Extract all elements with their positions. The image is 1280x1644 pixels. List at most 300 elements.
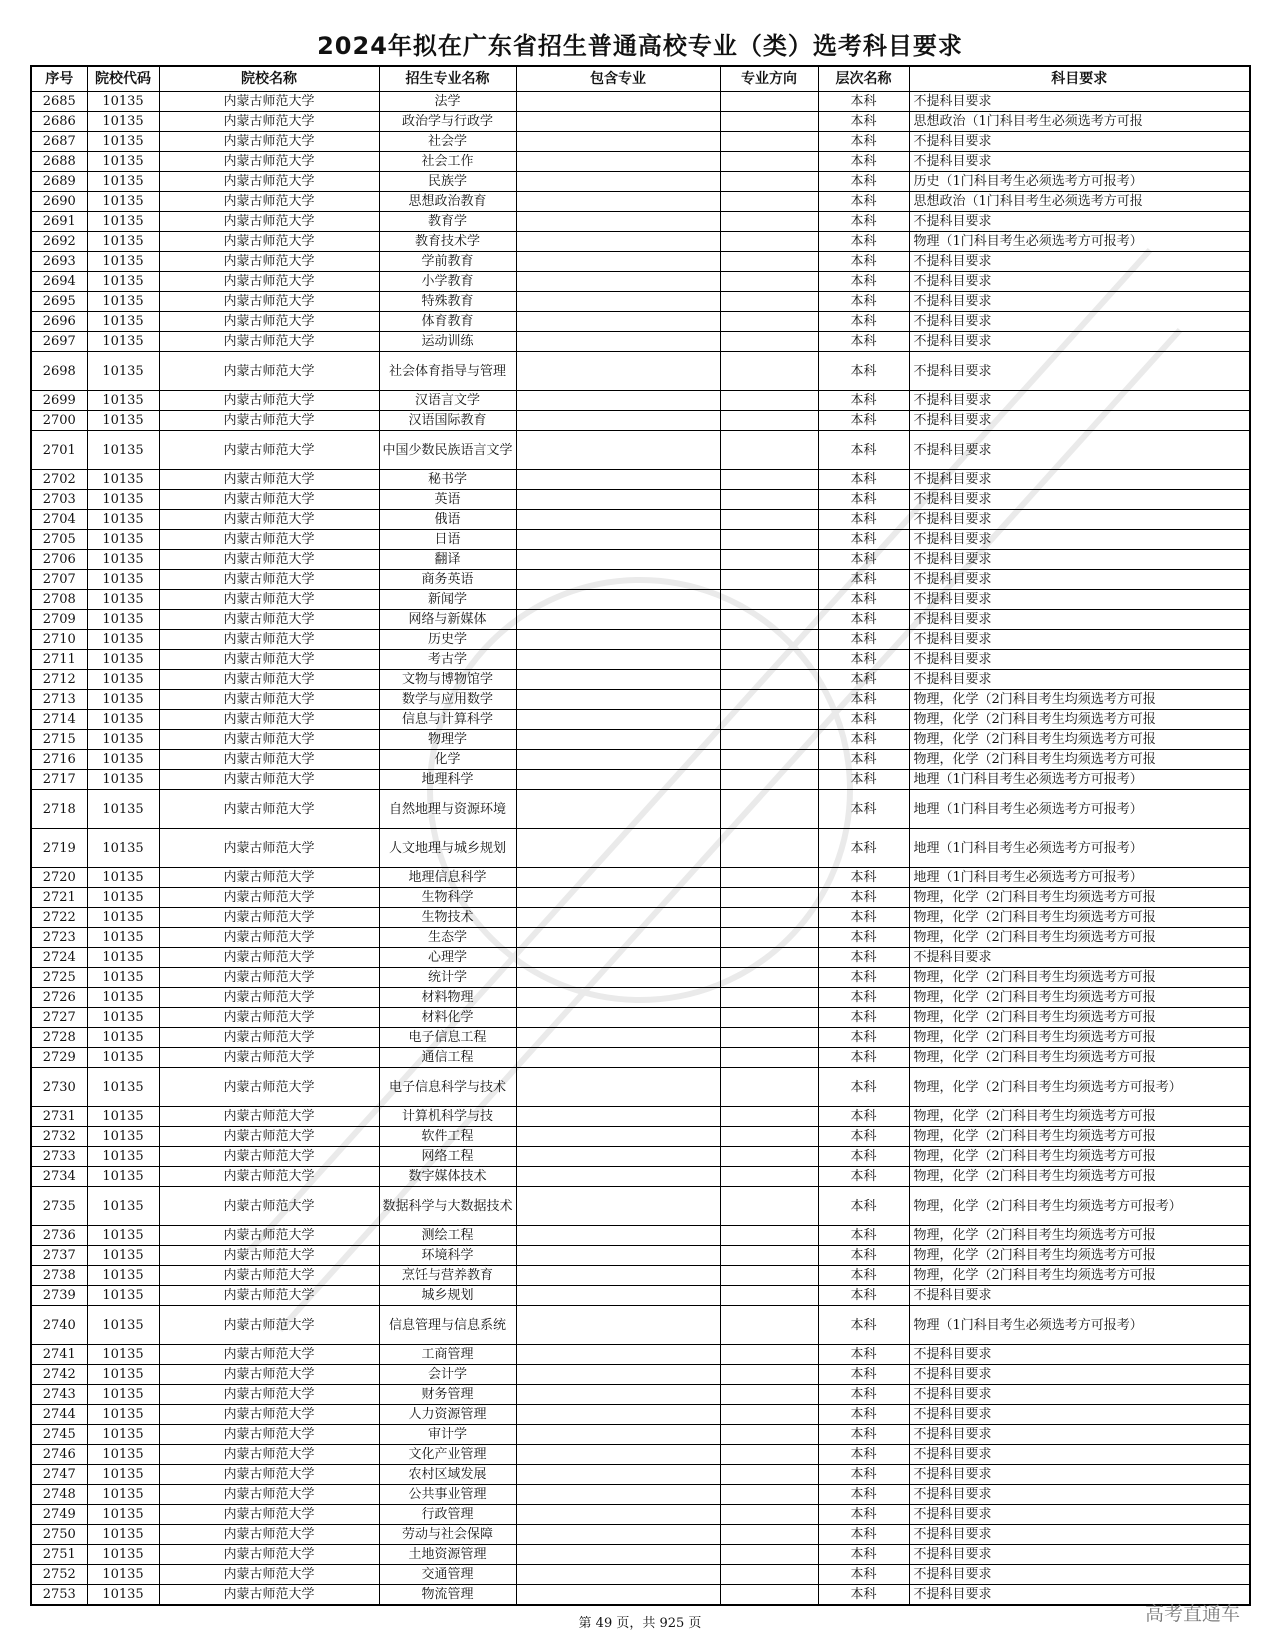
level-name: 本科 xyxy=(818,868,909,888)
major-name: 测绘工程 xyxy=(379,1226,516,1246)
subject-requirement: 不提科目要求 xyxy=(909,391,1250,411)
school-code: 10135 xyxy=(87,1465,159,1485)
major-direction xyxy=(720,1226,818,1246)
included-majors xyxy=(516,1008,720,1028)
subject-requirement: 不提科目要求 xyxy=(909,272,1250,292)
major-name: 俄语 xyxy=(379,510,516,530)
subject-requirement: 不提科目要求 xyxy=(909,92,1250,112)
major-name: 社会体育指导与管理 xyxy=(379,352,516,391)
school-code: 10135 xyxy=(87,530,159,550)
school-code: 10135 xyxy=(87,610,159,630)
table-row xyxy=(31,1147,1250,1167)
school-code: 10135 xyxy=(87,411,159,431)
school-name: 内蒙古师范大学 xyxy=(159,650,379,670)
major-direction xyxy=(720,1266,818,1286)
school-name: 内蒙古师范大学 xyxy=(159,1127,379,1147)
level-name: 本科 xyxy=(818,590,909,610)
level-name: 本科 xyxy=(818,650,909,670)
table-row xyxy=(31,1008,1250,1028)
table-row xyxy=(31,292,1250,312)
school-name: 内蒙古师范大学 xyxy=(159,590,379,610)
row-number: 2753 xyxy=(31,1585,87,1606)
major-name: 数学与应用数学 xyxy=(379,690,516,710)
school-code: 10135 xyxy=(87,431,159,470)
major-direction xyxy=(720,868,818,888)
row-number: 2736 xyxy=(31,1226,87,1246)
subject-requirement: 不提科目要求 xyxy=(909,1465,1250,1485)
table-row xyxy=(31,908,1250,928)
row-number: 2716 xyxy=(31,750,87,770)
level-name: 本科 xyxy=(818,312,909,332)
major-direction xyxy=(720,1048,818,1068)
major-name: 工商管理 xyxy=(379,1345,516,1365)
school-name: 内蒙古师范大学 xyxy=(159,630,379,650)
major-name: 烹饪与营养教育 xyxy=(379,1266,516,1286)
level-name: 本科 xyxy=(818,490,909,510)
row-number: 2730 xyxy=(31,1068,87,1107)
school-name: 内蒙古师范大学 xyxy=(159,550,379,570)
major-name: 历史学 xyxy=(379,630,516,650)
school-name: 内蒙古师范大学 xyxy=(159,1425,379,1445)
subject-requirement: 物理，化学（2门科目考生均须选考方可报 xyxy=(909,888,1250,908)
included-majors xyxy=(516,770,720,790)
subject-requirement: 不提科目要求 xyxy=(909,1505,1250,1525)
major-direction xyxy=(720,888,818,908)
school-name: 内蒙古师范大学 xyxy=(159,212,379,232)
school-code: 10135 xyxy=(87,192,159,212)
major-name: 城乡规划 xyxy=(379,1286,516,1306)
major-direction xyxy=(720,1286,818,1306)
major-name: 地理信息科学 xyxy=(379,868,516,888)
major-direction xyxy=(720,1405,818,1425)
row-number: 2691 xyxy=(31,212,87,232)
table-row xyxy=(31,650,1250,670)
table-row xyxy=(31,1306,1250,1345)
included-majors xyxy=(516,312,720,332)
major-direction xyxy=(720,1545,818,1565)
major-direction xyxy=(720,1385,818,1405)
level-name: 本科 xyxy=(818,1147,909,1167)
subject-requirement: 不提科目要求 xyxy=(909,411,1250,431)
school-name: 内蒙古师范大学 xyxy=(159,1565,379,1585)
included-majors xyxy=(516,192,720,212)
row-number: 2747 xyxy=(31,1465,87,1485)
header-cell: 专业方向 xyxy=(720,66,818,92)
level-name: 本科 xyxy=(818,1365,909,1385)
school-code: 10135 xyxy=(87,868,159,888)
subject-requirement: 不提科目要求 xyxy=(909,550,1250,570)
level-name: 本科 xyxy=(818,770,909,790)
level-name: 本科 xyxy=(818,948,909,968)
major-name: 秘书学 xyxy=(379,470,516,490)
school-code: 10135 xyxy=(87,1127,159,1147)
subject-requirement: 不提科目要求 xyxy=(909,312,1250,332)
row-number: 2694 xyxy=(31,272,87,292)
major-direction xyxy=(720,670,818,690)
subject-requirement: 物理（1门科目考生必须选考方可报考） xyxy=(909,1306,1250,1345)
included-majors xyxy=(516,868,720,888)
included-majors xyxy=(516,1028,720,1048)
table-row xyxy=(31,1505,1250,1525)
included-majors xyxy=(516,1485,720,1505)
row-number: 2742 xyxy=(31,1365,87,1385)
included-majors xyxy=(516,152,720,172)
level-name: 本科 xyxy=(818,1585,909,1606)
major-name: 民族学 xyxy=(379,172,516,192)
table-row xyxy=(31,710,1250,730)
table-row xyxy=(31,868,1250,888)
table-row xyxy=(31,92,1250,112)
major-direction xyxy=(720,530,818,550)
school-code: 10135 xyxy=(87,1048,159,1068)
major-name: 新闻学 xyxy=(379,590,516,610)
level-name: 本科 xyxy=(818,132,909,152)
major-direction xyxy=(720,1008,818,1028)
school-code: 10135 xyxy=(87,1107,159,1127)
school-name: 内蒙古师范大学 xyxy=(159,730,379,750)
school-code: 10135 xyxy=(87,1445,159,1465)
table-row xyxy=(31,1068,1250,1107)
table-row xyxy=(31,1028,1250,1048)
subject-requirement: 不提科目要求 xyxy=(909,610,1250,630)
school-code: 10135 xyxy=(87,968,159,988)
school-name: 内蒙古师范大学 xyxy=(159,312,379,332)
included-majors xyxy=(516,1545,720,1565)
school-code: 10135 xyxy=(87,172,159,192)
table-row xyxy=(31,1286,1250,1306)
subject-requirement: 不提科目要求 xyxy=(909,1345,1250,1365)
level-name: 本科 xyxy=(818,1405,909,1425)
row-number: 2697 xyxy=(31,332,87,352)
included-majors xyxy=(516,1445,720,1465)
major-direction xyxy=(720,1068,818,1107)
major-name: 材料物理 xyxy=(379,988,516,1008)
major-name: 会计学 xyxy=(379,1365,516,1385)
major-direction xyxy=(720,750,818,770)
included-majors xyxy=(516,1306,720,1345)
row-number: 2710 xyxy=(31,630,87,650)
included-majors xyxy=(516,112,720,132)
school-name: 内蒙古师范大学 xyxy=(159,908,379,928)
row-number: 2734 xyxy=(31,1167,87,1187)
row-number: 2726 xyxy=(31,988,87,1008)
school-name: 内蒙古师范大学 xyxy=(159,570,379,590)
school-code: 10135 xyxy=(87,212,159,232)
row-number: 2695 xyxy=(31,292,87,312)
table-row xyxy=(31,948,1250,968)
row-number: 2751 xyxy=(31,1545,87,1565)
subject-requirement: 物理，化学（2门科目考生均须选考方可报 xyxy=(909,928,1250,948)
level-name: 本科 xyxy=(818,550,909,570)
major-name: 网络与新媒体 xyxy=(379,610,516,630)
school-name: 内蒙古师范大学 xyxy=(159,690,379,710)
school-code: 10135 xyxy=(87,948,159,968)
table-row xyxy=(31,530,1250,550)
major-direction xyxy=(720,1465,818,1485)
major-name: 电子信息工程 xyxy=(379,1028,516,1048)
school-code: 10135 xyxy=(87,1028,159,1048)
major-direction xyxy=(720,1505,818,1525)
level-name: 本科 xyxy=(818,470,909,490)
level-name: 本科 xyxy=(818,192,909,212)
major-direction xyxy=(720,550,818,570)
major-name: 信息与计算科学 xyxy=(379,710,516,730)
subject-requirement: 不提科目要求 xyxy=(909,132,1250,152)
major-direction xyxy=(720,1445,818,1465)
major-direction xyxy=(720,948,818,968)
major-direction xyxy=(720,790,818,829)
school-name: 内蒙古师范大学 xyxy=(159,232,379,252)
row-number: 2707 xyxy=(31,570,87,590)
table-row xyxy=(31,312,1250,332)
major-direction xyxy=(720,610,818,630)
subject-requirement: 不提科目要求 xyxy=(909,252,1250,272)
subject-requirement: 物理，化学（2门科目考生均须选考方可报 xyxy=(909,1008,1250,1028)
school-code: 10135 xyxy=(87,1405,159,1425)
table-row xyxy=(31,192,1250,212)
table-row xyxy=(31,630,1250,650)
major-name: 生态学 xyxy=(379,928,516,948)
major-name: 商务英语 xyxy=(379,570,516,590)
included-majors xyxy=(516,610,720,630)
table-row xyxy=(31,1246,1250,1266)
school-code: 10135 xyxy=(87,272,159,292)
subject-requirement: 地理（1门科目考生必须选考方可报考） xyxy=(909,829,1250,868)
row-number: 2737 xyxy=(31,1246,87,1266)
major-name: 社会学 xyxy=(379,132,516,152)
level-name: 本科 xyxy=(818,1008,909,1028)
table-row xyxy=(31,1485,1250,1505)
school-name: 内蒙古师范大学 xyxy=(159,988,379,1008)
major-direction xyxy=(720,1345,818,1365)
level-name: 本科 xyxy=(818,610,909,630)
row-number: 2749 xyxy=(31,1505,87,1525)
school-code: 10135 xyxy=(87,391,159,411)
school-code: 10135 xyxy=(87,1505,159,1525)
header-cell: 序号 xyxy=(31,66,87,92)
major-direction xyxy=(720,570,818,590)
subject-requirement: 不提科目要求 xyxy=(909,490,1250,510)
major-name: 地理科学 xyxy=(379,770,516,790)
school-code: 10135 xyxy=(87,1246,159,1266)
major-name: 生物技术 xyxy=(379,908,516,928)
table-row xyxy=(31,391,1250,411)
school-name: 内蒙古师范大学 xyxy=(159,968,379,988)
subject-requirement: 不提科目要求 xyxy=(909,292,1250,312)
school-name: 内蒙古师范大学 xyxy=(159,868,379,888)
header-cell: 招生专业名称 xyxy=(379,66,516,92)
major-name: 数据科学与大数据技术 xyxy=(379,1187,516,1226)
header-cell: 层次名称 xyxy=(818,66,909,92)
school-name: 内蒙古师范大学 xyxy=(159,431,379,470)
level-name: 本科 xyxy=(818,730,909,750)
school-name: 内蒙古师范大学 xyxy=(159,1445,379,1465)
included-majors xyxy=(516,490,720,510)
table-row xyxy=(31,252,1250,272)
row-number: 2714 xyxy=(31,710,87,730)
level-name: 本科 xyxy=(818,411,909,431)
major-direction xyxy=(720,292,818,312)
level-name: 本科 xyxy=(818,630,909,650)
school-code: 10135 xyxy=(87,352,159,391)
major-name: 运动训练 xyxy=(379,332,516,352)
school-name: 内蒙古师范大学 xyxy=(159,1048,379,1068)
level-name: 本科 xyxy=(818,1127,909,1147)
row-number: 2703 xyxy=(31,490,87,510)
major-name: 通信工程 xyxy=(379,1048,516,1068)
table-row xyxy=(31,1345,1250,1365)
school-code: 10135 xyxy=(87,1345,159,1365)
row-number: 2745 xyxy=(31,1425,87,1445)
table-body xyxy=(31,92,1250,1606)
row-number: 2731 xyxy=(31,1107,87,1127)
school-code: 10135 xyxy=(87,630,159,650)
major-name: 文化产业管理 xyxy=(379,1445,516,1465)
included-majors xyxy=(516,1565,720,1585)
school-code: 10135 xyxy=(87,490,159,510)
row-number: 2743 xyxy=(31,1385,87,1405)
major-direction xyxy=(720,710,818,730)
table-row xyxy=(31,590,1250,610)
school-name: 内蒙古师范大学 xyxy=(159,670,379,690)
major-direction xyxy=(720,352,818,391)
table-row xyxy=(31,132,1250,152)
included-majors xyxy=(516,252,720,272)
major-name: 公共事业管理 xyxy=(379,1485,516,1505)
school-code: 10135 xyxy=(87,750,159,770)
subject-requirement: 不提科目要求 xyxy=(909,1365,1250,1385)
row-number: 2750 xyxy=(31,1525,87,1545)
subject-requirement: 物理，化学（2门科目考生均须选考方可报 xyxy=(909,710,1250,730)
level-name: 本科 xyxy=(818,1465,909,1485)
requirements-table xyxy=(30,65,1251,1606)
subject-requirement: 物理，化学（2门科目考生均须选考方可报考） xyxy=(909,1187,1250,1226)
major-name: 自然地理与资源环境 xyxy=(379,790,516,829)
major-name: 学前教育 xyxy=(379,252,516,272)
table-row xyxy=(31,1107,1250,1127)
major-direction xyxy=(720,490,818,510)
school-name: 内蒙古师范大学 xyxy=(159,1465,379,1485)
level-name: 本科 xyxy=(818,710,909,730)
school-code: 10135 xyxy=(87,1385,159,1405)
school-code: 10135 xyxy=(87,570,159,590)
major-direction xyxy=(720,1365,818,1385)
included-majors xyxy=(516,1266,720,1286)
row-number: 2718 xyxy=(31,790,87,829)
major-name: 翻译 xyxy=(379,550,516,570)
included-majors xyxy=(516,92,720,112)
included-majors xyxy=(516,1365,720,1385)
level-name: 本科 xyxy=(818,530,909,550)
school-name: 内蒙古师范大学 xyxy=(159,1008,379,1028)
major-direction xyxy=(720,1127,818,1147)
school-name: 内蒙古师范大学 xyxy=(159,1107,379,1127)
subject-requirement: 地理（1门科目考生必须选考方可报考） xyxy=(909,770,1250,790)
subject-requirement: 物理，化学（2门科目考生均须选考方可报 xyxy=(909,1127,1250,1147)
table-row xyxy=(31,272,1250,292)
school-code: 10135 xyxy=(87,1286,159,1306)
major-direction xyxy=(720,1246,818,1266)
major-name: 劳动与社会保障 xyxy=(379,1525,516,1545)
school-code: 10135 xyxy=(87,292,159,312)
school-code: 10135 xyxy=(87,1425,159,1445)
school-code: 10135 xyxy=(87,312,159,332)
major-name: 财务管理 xyxy=(379,1385,516,1405)
major-direction xyxy=(720,252,818,272)
major-direction xyxy=(720,1028,818,1048)
table-row xyxy=(31,152,1250,172)
major-direction xyxy=(720,212,818,232)
major-direction xyxy=(720,730,818,750)
subject-requirement: 物理，化学（2门科目考生均须选考方可报考） xyxy=(909,1068,1250,1107)
row-number: 2738 xyxy=(31,1266,87,1286)
level-name: 本科 xyxy=(818,750,909,770)
subject-requirement: 不提科目要求 xyxy=(909,431,1250,470)
row-number: 2687 xyxy=(31,132,87,152)
subject-requirement: 不提科目要求 xyxy=(909,332,1250,352)
school-code: 10135 xyxy=(87,650,159,670)
major-direction xyxy=(720,928,818,948)
school-code: 10135 xyxy=(87,790,159,829)
school-code: 10135 xyxy=(87,988,159,1008)
table-row xyxy=(31,332,1250,352)
subject-requirement: 不提科目要求 xyxy=(909,1405,1250,1425)
major-direction xyxy=(720,312,818,332)
school-name: 内蒙古师范大学 xyxy=(159,888,379,908)
level-name: 本科 xyxy=(818,1445,909,1465)
row-number: 2699 xyxy=(31,391,87,411)
table-row xyxy=(31,1525,1250,1545)
row-number: 2685 xyxy=(31,92,87,112)
row-number: 2748 xyxy=(31,1485,87,1505)
major-direction xyxy=(720,1187,818,1226)
row-number: 2705 xyxy=(31,530,87,550)
included-majors xyxy=(516,332,720,352)
subject-requirement: 不提科目要求 xyxy=(909,1385,1250,1405)
included-majors xyxy=(516,1187,720,1226)
included-majors xyxy=(516,272,720,292)
major-direction xyxy=(720,92,818,112)
subject-requirement: 不提科目要求 xyxy=(909,570,1250,590)
table-row xyxy=(31,352,1250,391)
included-majors xyxy=(516,928,720,948)
school-code: 10135 xyxy=(87,908,159,928)
row-number: 2696 xyxy=(31,312,87,332)
major-direction xyxy=(720,908,818,928)
level-name: 本科 xyxy=(818,1565,909,1585)
major-name: 审计学 xyxy=(379,1425,516,1445)
major-name: 人力资源管理 xyxy=(379,1405,516,1425)
school-name: 内蒙古师范大学 xyxy=(159,490,379,510)
level-name: 本科 xyxy=(818,1266,909,1286)
subject-requirement: 不提科目要求 xyxy=(909,948,1250,968)
table-row xyxy=(31,888,1250,908)
row-number: 2720 xyxy=(31,868,87,888)
subject-requirement: 不提科目要求 xyxy=(909,212,1250,232)
school-code: 10135 xyxy=(87,590,159,610)
level-name: 本科 xyxy=(818,1525,909,1545)
level-name: 本科 xyxy=(818,391,909,411)
school-code: 10135 xyxy=(87,112,159,132)
included-majors xyxy=(516,710,720,730)
table-row xyxy=(31,1465,1250,1485)
major-name: 农村区域发展 xyxy=(379,1465,516,1485)
major-name: 计算机科学与技 xyxy=(379,1107,516,1127)
level-name: 本科 xyxy=(818,1505,909,1525)
major-name: 网络工程 xyxy=(379,1147,516,1167)
included-majors xyxy=(516,988,720,1008)
school-code: 10135 xyxy=(87,252,159,272)
